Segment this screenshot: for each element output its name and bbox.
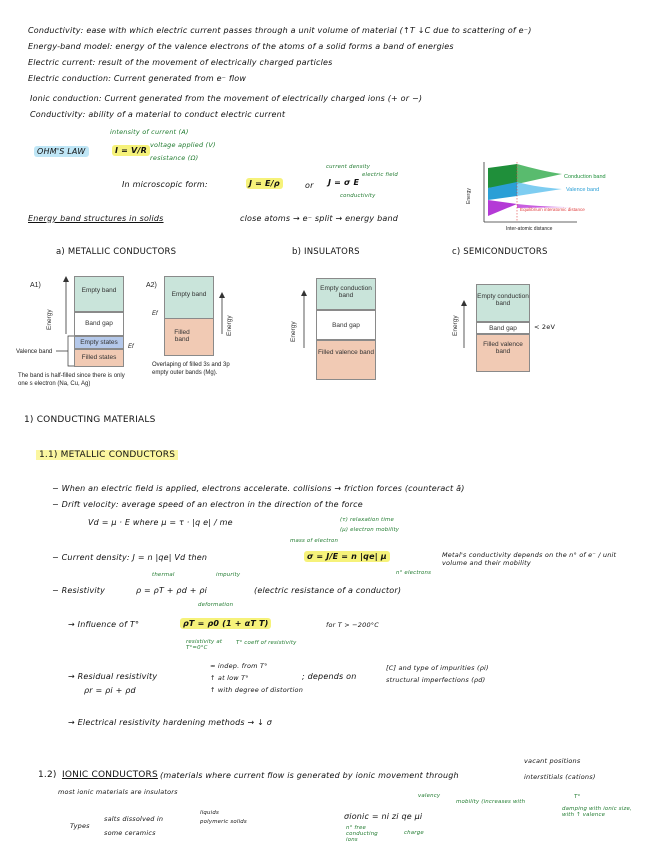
- valency-label: valency: [418, 793, 441, 799]
- influence-temperature: → Influence of T°: [68, 620, 140, 629]
- most-ionic-insulators: most ionic materials are insulators: [58, 788, 178, 796]
- polymeric-label: polymeric solids: [200, 819, 247, 825]
- semiconductor-valence-band: Filled valence band: [476, 334, 530, 372]
- with-distortion: ↑ with degree of distortion: [210, 686, 304, 694]
- section-metallic-conductors: 1.1) METALLIC CONDUCTORS: [36, 450, 178, 460]
- a2-ef-label: Ef: [152, 311, 158, 317]
- a1-ef-label: Ef: [128, 344, 134, 350]
- band-figure-energy-axis: Energy: [466, 188, 472, 204]
- temp-coeff-label: T° coeff of resistivity: [236, 640, 297, 646]
- equilibrium-legend: Equilibrium interatomic distance: [520, 207, 585, 212]
- resistance-label: resistance (Ω): [150, 154, 199, 162]
- types-label: Types: [70, 822, 90, 830]
- sigma-formula: σ = J/E = n |qe| μ: [304, 551, 390, 562]
- rho-r-formula: ρr = ρi + ρd: [84, 686, 136, 695]
- thermal-label: thermal: [152, 572, 175, 578]
- core-band-shape: [488, 200, 517, 216]
- resistivity-label: − Resistivity: [52, 586, 106, 595]
- some-ceramics: some ceramics: [104, 829, 156, 837]
- rho-note: (electric resistance of a conductor): [254, 586, 402, 595]
- a1-energy-axis: Energy: [46, 309, 53, 330]
- metal-conductivity-note: Metal's conductivity depends on the n° of e⁻ / unit volume and their mobility: [442, 551, 617, 568]
- energy-band-note: close atoms → e⁻ split → energy band: [240, 214, 399, 223]
- section-ionic-number: 1.2): [38, 770, 57, 780]
- voltage-label: voltage applied (V): [150, 141, 216, 149]
- relaxation-time-label: (τ) relaxation time: [340, 517, 395, 523]
- current-density-line: − Current density: J = n |qe| Vd then: [52, 553, 208, 562]
- section-conducting-materials: 1) CONDUCTING MATERIALS: [24, 415, 156, 425]
- mass-label: mass of electron: [290, 538, 339, 544]
- depends-on-label: ; depends on: [302, 672, 357, 681]
- vd-formula: Vd = μ · E where μ = τ · |q e| / me: [88, 518, 233, 527]
- charge-label: charge: [404, 830, 424, 836]
- intensity-label: intensity of current (A): [110, 128, 189, 136]
- mobility-label: (μ) electron mobility: [340, 527, 400, 533]
- a1-energy-arrow: [62, 276, 70, 336]
- conductivity-label: conductivity: [340, 193, 376, 199]
- a1-caption: The band is half-filled since there is only one s electron (Na, Cu, Ag): [18, 373, 125, 387]
- sigma-ionic-formula: σionic = ni zi qe μi: [344, 812, 423, 821]
- depends-imperfections: structural imperfections (ρd): [386, 676, 486, 684]
- valence-bracket: [54, 334, 76, 370]
- a2-caption: Overlaping of filled 3s and 3p empty outer bands (Mg).: [152, 362, 230, 376]
- a2-empty-band: Empty band: [164, 276, 214, 320]
- microscopic-formula: J = E/ρ: [246, 178, 283, 189]
- gap-note: < 2eV: [534, 323, 556, 331]
- insulator-valence-band: Filled valence band: [316, 340, 376, 380]
- ohm-formula: I = V/R: [112, 145, 150, 156]
- energy-band-model-definition: Energy-band model: energy of the valence electrons of the atoms of a solid forms a band of energies: [28, 42, 454, 51]
- conductivity-ability-definition: Conductivity: ability of a material to conduct electric current: [30, 110, 286, 119]
- electric-field-label: electric field: [362, 172, 399, 178]
- a2-label: A2): [146, 282, 157, 289]
- electric-conduction-definition: Electric conduction: Current generated from e⁻ flow: [28, 74, 247, 83]
- rho-formula: ρ = ρT + ρd + ρi: [136, 586, 208, 595]
- a2-energy-arrow: [218, 292, 226, 336]
- liquids-label: liquids: [200, 810, 219, 816]
- n-electrons-label: n° electrons: [396, 570, 432, 576]
- band-figure-x-axis: Inter-atomic distance: [506, 226, 553, 232]
- at-low-temperature: ↑ at low T°: [210, 674, 249, 682]
- temperature-range: for T > −200°C: [326, 621, 379, 629]
- ionic-description: (materials where current flow is generated by ionic movement through: [160, 771, 459, 780]
- interstitials: interstitials (cations): [524, 773, 596, 781]
- residual-resistivity-label: → Residual resistivity: [68, 672, 158, 681]
- current-density-label: current density: [326, 164, 371, 170]
- a1-label: A1): [30, 282, 41, 289]
- insulator-energy-axis: Energy: [290, 321, 297, 342]
- insulator-band-gap: Band gap: [316, 310, 376, 340]
- rho-t-formula: ρT = ρ0 (1 + αT T): [180, 618, 271, 629]
- microscopic-form-label: In microscopic form:: [122, 180, 208, 189]
- impurity-label: impurity: [216, 572, 241, 578]
- valence-band-legend: Valence band: [566, 187, 600, 193]
- a1-empty-band: Empty band: [74, 276, 124, 312]
- a1-filled-states: Filled states: [74, 349, 124, 367]
- semiconductor-conduction-band: Empty conduction band: [476, 284, 530, 322]
- ionic-conduction-definition: Ionic conduction: Current generated from the movement of electrically charged ions (+ or −): [30, 94, 423, 103]
- temperature-up: T°: [574, 794, 581, 800]
- a2-filled-band: Filled band: [164, 318, 214, 356]
- a1-band-gap: Band gap: [74, 312, 124, 336]
- a2-energy-axis: Energy: [226, 315, 233, 336]
- insulator-energy-arrow: [300, 290, 308, 350]
- electric-current-definition: Electric current: result of the movement of electrically charged particles: [28, 58, 333, 67]
- electric-field-line: − When an electric field is applied, electrons accelerate. collisions → friction forces (counteract ā): [52, 484, 465, 493]
- ohms-law-label: OHM'S LAW: [34, 146, 89, 157]
- salts-dissolved: salts dissolved in: [104, 815, 164, 823]
- resistivity-zero-label: resistivity at T°=0°C: [186, 639, 223, 651]
- deformation-label: deformation: [198, 602, 234, 608]
- semiconductors-heading: c) SEMICONDUCTORS: [452, 247, 548, 257]
- conduction-band-legend: Conduction band: [564, 174, 606, 180]
- semiconductor-band-gap: Band gap: [476, 322, 530, 334]
- semiconductor-energy-arrow: [460, 300, 468, 350]
- damping-note: damping with ionic size, with ↑ valence: [562, 806, 632, 819]
- insulators-heading: b) INSULATORS: [292, 247, 360, 257]
- free-ions-label: n° free conducting ions: [346, 825, 378, 843]
- insulator-conduction-band: Empty conduction band: [316, 278, 376, 310]
- or-label: or: [305, 181, 314, 190]
- semiconductor-energy-axis: Energy: [452, 315, 459, 336]
- vacant-positions: vacant positions: [524, 757, 581, 765]
- ionic-mobility-label: mobility (increases with: [456, 799, 526, 805]
- j-sigma-formula: J = σ E: [328, 178, 360, 187]
- drift-velocity-line: − Drift velocity: average speed of an electron in the direction of the force: [52, 500, 363, 509]
- conductivity-definition: Conductivity: ease with which electric current passes through a unit volume of material (↑T ↓C due to scattering of e⁻): [28, 26, 532, 35]
- energy-band-structures-title: Energy band structures in solids: [28, 214, 164, 223]
- indep-temperature: ≈ indep. from T°: [210, 662, 268, 670]
- metallic-conductors-heading: a) METALLIC CONDUCTORS: [56, 247, 177, 257]
- section-ionic-conductors: IONIC CONDUCTORS: [62, 770, 158, 780]
- depends-impurities: [C] and type of impurities (ρi): [386, 664, 489, 672]
- a1-valence-band-label: Valence band: [16, 349, 53, 355]
- electrical-resistivity-line: → Electrical resistivity hardening methods → ↓ σ: [68, 718, 273, 727]
- a1-empty-states: Empty states: [74, 336, 124, 349]
